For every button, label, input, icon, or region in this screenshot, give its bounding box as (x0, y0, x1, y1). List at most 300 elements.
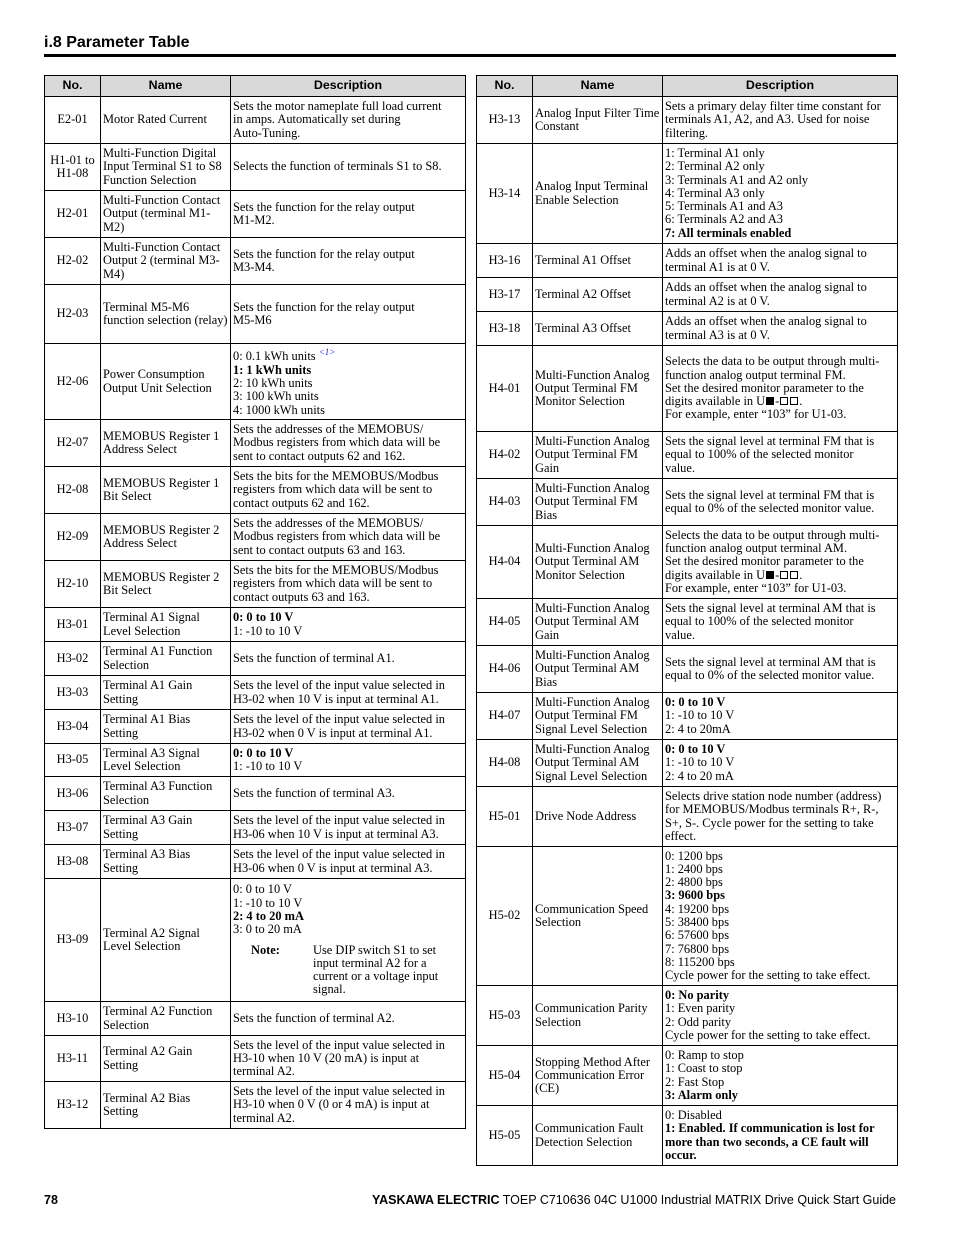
description-line (233, 377, 463, 390)
description-text: value. (665, 460, 695, 475)
parameter-name: Terminal A2 Signal Level Selection (101, 879, 231, 1002)
description-text: M1-M2. (233, 213, 275, 227)
description-line (233, 201, 463, 214)
parameter-description (663, 346, 898, 432)
note-label: Note: (251, 942, 280, 957)
table-row (477, 244, 898, 278)
description-line (665, 790, 895, 803)
description-line (233, 679, 463, 692)
description-text: 7: All terminals enabled (665, 225, 792, 240)
parameter-name: Power Consumption Output Unit Selection (101, 344, 231, 420)
description-line (233, 1012, 463, 1025)
header-row (45, 76, 466, 97)
table-row (45, 344, 466, 420)
description-text: 6: 57600 bps (665, 928, 730, 943)
description-line (233, 727, 463, 740)
description-text: Sets the function for the relay output (233, 246, 415, 261)
description-line (233, 652, 463, 665)
table-row (45, 1002, 466, 1036)
description-line (665, 435, 895, 448)
description-line (665, 889, 895, 902)
description-text: sent to contact outputs 63 and 163. (233, 542, 406, 557)
description-text: Sets the signal level at terminal FM that is (665, 487, 875, 502)
parameter-name: MEMOBUS Register 2 Bit Select (101, 561, 231, 608)
description-line (665, 602, 895, 615)
table-row (477, 278, 898, 312)
description-text: 2: 10 kWh units (233, 375, 313, 390)
table-row (477, 599, 898, 646)
description-line (233, 883, 463, 896)
description-text: Sets the level of the input value selected in (233, 712, 445, 727)
description-line (665, 629, 895, 642)
parameter-description (231, 514, 466, 561)
description-line (665, 395, 895, 408)
description-line (665, 863, 895, 876)
description-text: Selects drive station node number (address) (665, 788, 882, 803)
description-line (233, 760, 463, 773)
description-line (665, 903, 895, 916)
parameter-name: Terminal A1 Offset (533, 244, 663, 278)
parameter-number: H3-08 (45, 845, 101, 879)
table-row (45, 561, 466, 608)
description-line (233, 214, 463, 227)
table-row (45, 811, 466, 845)
parameter-number: H4-01 (477, 346, 533, 432)
description-line (665, 147, 895, 160)
description-text: 0: 0.1 kWh units (233, 349, 316, 364)
description-line (665, 329, 895, 342)
table-row (45, 514, 466, 561)
table-row (45, 845, 466, 879)
description-text: terminal A1 is at 0 V. (665, 259, 770, 274)
monitor-digit-boxes-icon: - . (765, 394, 802, 408)
parameter-number: H2-08 (45, 467, 101, 514)
description-text: 0: No parity (665, 987, 730, 1002)
parameter-name: Communication Fault Detection Selection (533, 1106, 663, 1166)
parameter-name: Terminal A1 Bias Setting (101, 710, 231, 744)
description-text: Adds an offset when the analog signal to (665, 246, 867, 261)
description-text: terminal A2 is at 0 V. (665, 293, 770, 308)
table-row (45, 1082, 466, 1129)
description-text: 1: 1 kWh units (233, 362, 312, 377)
description-text: in amps. Automatically set during (233, 112, 401, 127)
description-text: function analog output terminal AM. (665, 541, 848, 556)
description-line (233, 1065, 463, 1078)
parameter-number: H3-09 (45, 879, 101, 1002)
description-line (233, 517, 463, 530)
table-row (45, 420, 466, 467)
description-line (233, 530, 463, 543)
description-line (665, 1002, 895, 1015)
description-text: M5-M6 (233, 313, 272, 327)
parameter-name: Multi-Function Analog Output Terminal FM Signal Level Selection (533, 693, 663, 740)
description-text: 1: -10 to 10 V (233, 895, 303, 910)
description-text: 2: 4 to 20 mA (665, 768, 734, 783)
parameter-description (663, 278, 898, 312)
parameter-number: H5-01 (477, 787, 533, 847)
parameter-name: Drive Node Address (533, 787, 663, 847)
parameter-description (663, 646, 898, 693)
parameter-description (231, 561, 466, 608)
description-line (233, 436, 463, 449)
description-line (665, 669, 895, 682)
table-row (477, 986, 898, 1046)
parameter-description (663, 97, 898, 144)
table-row (477, 346, 898, 432)
description-text: Sets the function of terminal A3. (233, 785, 395, 800)
table-row (477, 144, 898, 244)
parameter-description (663, 432, 898, 479)
description-text: Sets the function of terminal A1. (233, 650, 395, 665)
description-text: 2: Odd parity (665, 1014, 732, 1029)
description-line (665, 1149, 895, 1162)
parameter-number: H2-03 (45, 285, 101, 344)
parameter-description (231, 1036, 466, 1082)
table-row (45, 97, 466, 144)
description-line (665, 969, 895, 982)
description-text: 5: 38400 bps (665, 915, 730, 929)
parameter-description (231, 344, 466, 420)
description-text: 4: Terminal A3 only (665, 185, 765, 200)
table-row (477, 1046, 898, 1106)
description-line (665, 160, 895, 173)
description-text: Cycle power for the setting to take effect. (665, 968, 871, 983)
table-row (477, 787, 898, 847)
parameter-description (231, 97, 466, 144)
description-line (665, 830, 895, 843)
parameter-name: MEMOBUS Register 1 Bit Select (101, 467, 231, 514)
parameter-number: H3-14 (477, 144, 533, 244)
parameter-name: MEMOBUS Register 2 Address Select (101, 514, 231, 561)
description-text: 3: Terminals A1 and A2 only (665, 172, 809, 187)
description-text: H3-06 when 0 V is input at terminal A3. (233, 860, 433, 875)
parameter-name: Terminal A3 Function Selection (101, 777, 231, 811)
column-header-no: No. (477, 76, 533, 97)
parameter-number: H3-16 (477, 244, 533, 278)
parameter-number: H3-10 (45, 1002, 101, 1036)
description-text: 1: -10 to 10 V (233, 623, 303, 638)
description-line (233, 364, 463, 377)
footnote-reference[interactable]: <1> (318, 347, 336, 358)
description-text: 0: 0 to 10 V (665, 695, 726, 710)
parameter-description (231, 608, 466, 642)
description-line (665, 943, 895, 956)
parameter-name: Multi-Function Analog Output Terminal AM Monitor Selection (533, 526, 663, 599)
description-text: Set the desired monitor parameter to the (665, 554, 864, 569)
description-text: Selects the data to be output through multi- (665, 527, 880, 542)
parameter-description (663, 599, 898, 646)
description-line (665, 555, 895, 568)
table-row (45, 879, 466, 1002)
parameter-name: Terminal M5-M6 function selection (relay) (101, 285, 231, 344)
parameter-number: H4-06 (477, 646, 533, 693)
parameter-description (231, 285, 466, 344)
parameter-description (231, 845, 466, 879)
parameter-name: Multi-Function Analog Output Terminal AM Gain (533, 599, 663, 646)
description-text: 0: 0 to 10 V (233, 610, 294, 625)
description-line (665, 369, 895, 382)
description-text: 5: Terminals A1 and A3 (665, 199, 783, 214)
description-text: 0: Disabled (665, 1107, 722, 1122)
description-text: H3-02 when 10 V is input at terminal A1. (233, 691, 439, 706)
description-line (665, 803, 895, 816)
description-line (665, 227, 895, 240)
description-text: Sets the motor nameplate full load current (233, 99, 442, 114)
parameter-description (231, 811, 466, 845)
parameter-name: Communication Parity Selection (533, 986, 663, 1046)
description-text: Sets the level of the input value selected in (233, 1037, 445, 1052)
description-text: 6: Terminals A2 and A3 (665, 212, 783, 227)
parameter-number: H3-17 (477, 278, 533, 312)
parameter-number: H5-02 (477, 847, 533, 986)
table-row (45, 744, 466, 777)
parameter-description (663, 479, 898, 526)
parameter-description (663, 847, 898, 986)
description-text: 3: 0 to 20 mA (233, 922, 302, 937)
table-row (45, 608, 466, 642)
description-line (233, 747, 463, 760)
description-text: Auto-Tuning. (233, 125, 301, 140)
description-line (665, 261, 895, 274)
description-text: digits available in U (665, 394, 766, 409)
parameter-table-left (44, 75, 466, 1129)
description-line (665, 247, 895, 260)
note-text: Use DIP switch S1 to set input terminal A2 for a current or a voltage input signal. (313, 942, 439, 997)
parameter-table-right (476, 75, 898, 1166)
parameter-number: H5-03 (477, 986, 533, 1046)
description-line (665, 817, 895, 830)
description-line (665, 315, 895, 328)
parameter-description (663, 312, 898, 346)
description-text: 0: Ramp to stop (665, 1047, 744, 1062)
description-line (233, 1052, 463, 1065)
parameter-name: Terminal A3 Signal Level Selection (101, 744, 231, 777)
parameter-number: H3-12 (45, 1082, 101, 1129)
parameter-number: H2-07 (45, 420, 101, 467)
parameter-number: H2-10 (45, 561, 101, 608)
description-text: M3-M4. (233, 260, 275, 274)
parameter-name: MEMOBUS Register 1 Address Select (101, 420, 231, 467)
description-text: Sets the level of the input value selected in (233, 813, 445, 828)
header-row (477, 76, 898, 97)
table-row (45, 710, 466, 744)
parameter-number: H2-01 (45, 191, 101, 238)
parameter-number: H2-02 (45, 238, 101, 285)
table-row (45, 676, 466, 710)
description-line (665, 1089, 895, 1102)
description-text: registers from which data will be sent to (233, 482, 433, 497)
parameter-number: H3-07 (45, 811, 101, 845)
parameter-description (231, 467, 466, 514)
table-row (477, 97, 898, 144)
description-line (665, 100, 895, 113)
description-line (233, 577, 463, 590)
parameter-description (231, 144, 466, 191)
description-line (233, 814, 463, 827)
description-line (665, 355, 895, 368)
description-text: Sets the signal level at terminal FM that is (665, 434, 875, 449)
parameter-number: H3-06 (45, 777, 101, 811)
page-footer (44, 1193, 896, 1211)
description-text: value. (665, 627, 695, 642)
description-line (665, 489, 895, 502)
table-body-left (45, 97, 466, 1129)
table-row (477, 693, 898, 740)
description-text: 1: Terminal A1 only (665, 145, 765, 160)
column-header-description: Description (663, 76, 898, 97)
description-line (665, 696, 895, 709)
description-line (665, 1076, 895, 1089)
monitor-digit-boxes-icon: - . (765, 568, 802, 582)
description-line (665, 569, 895, 582)
column-header-description: Description (231, 76, 466, 97)
description-line (665, 656, 895, 669)
description-text: Modbus registers from which data will be (233, 529, 441, 544)
parameter-name: Multi-Function Analog Output Terminal AM Signal Level Selection (533, 740, 663, 787)
parameter-description (231, 1082, 466, 1129)
page-number: 78 (44, 1193, 58, 1207)
description-line (233, 483, 463, 496)
description-line (233, 346, 463, 363)
description-line (665, 989, 895, 1002)
parameter-name: Multi-Function Analog Output Terminal AM Bias (533, 646, 663, 693)
description-text: Sets the addresses of the MEMOBUS/ (233, 422, 424, 437)
description-line (665, 281, 895, 294)
parameter-name: Terminal A1 Function Selection (101, 642, 231, 676)
description-line (665, 756, 895, 769)
description-line (233, 127, 463, 140)
description-line (233, 897, 463, 910)
description-line (665, 1136, 895, 1149)
footer-document-title (372, 1193, 896, 1207)
parameter-description (663, 693, 898, 740)
description-text: 1: Even parity (665, 1001, 736, 1016)
column-header-no: No. (45, 76, 101, 97)
description-line (233, 910, 463, 923)
description-text: for MEMOBUS/Modbus terminals R+, R-, (665, 802, 879, 817)
description-text: Sets the bits for the MEMOBUS/Modbus (233, 563, 439, 578)
parameter-name: Terminal A3 Offset (533, 312, 663, 346)
column-header-name: Name (533, 76, 663, 97)
description-text: equal to 100% of the selected monitor (665, 614, 854, 629)
footer-doc-title: TOEP C710636 04C U1000 Industrial MATRIX Drive Quick Start Guide (499, 1193, 896, 1207)
note (233, 937, 463, 997)
description-text: H3-10 when 0 V (0 or 4 mA) is input at (233, 1097, 430, 1112)
parameter-description (231, 238, 466, 285)
description-line (233, 100, 463, 113)
description-line (665, 850, 895, 863)
parameter-description (663, 1046, 898, 1106)
description-text: 4: 1000 kWh units (233, 402, 325, 417)
description-line (233, 390, 463, 403)
description-text: Sets the level of the input value selected in (233, 678, 445, 693)
description-line (665, 542, 895, 555)
description-line (665, 956, 895, 969)
parameter-name: Terminal A1 Signal Level Selection (101, 608, 231, 642)
description-text: sent to contact outputs 62 and 162. (233, 448, 406, 463)
description-line (233, 160, 463, 173)
description-line (233, 611, 463, 624)
description-line (233, 261, 463, 274)
parameter-description (231, 879, 466, 1002)
table-row (477, 847, 898, 986)
description-text: filtering. (665, 125, 709, 140)
table-row (45, 238, 466, 285)
description-text: 0: 0 to 10 V (665, 742, 726, 757)
description-line (233, 625, 463, 638)
description-line (665, 213, 895, 226)
description-text: Sets a primary delay filter time constant for (665, 99, 881, 114)
description-line (233, 544, 463, 557)
description-line (665, 1029, 895, 1042)
description-line (233, 404, 463, 417)
parameter-description (663, 144, 898, 244)
description-line (665, 1016, 895, 1029)
description-text: For example, enter “103” for U1-03. (665, 407, 847, 422)
description-text: Cycle power for the setting to take effect. (665, 1027, 871, 1042)
parameter-number: H3-11 (45, 1036, 101, 1082)
description-line (665, 200, 895, 213)
description-text: 2: Fast Stop (665, 1074, 725, 1089)
description-line (665, 615, 895, 628)
parameter-number: H4-08 (477, 740, 533, 787)
parameter-description (663, 244, 898, 278)
parameter-name: Multi-Function Contact Output 2 (terminal M3-M4) (101, 238, 231, 285)
table-row (45, 285, 466, 344)
description-text: Modbus registers from which data will be (233, 435, 441, 450)
description-text: Sets the signal level at terminal AM that is (665, 654, 876, 669)
parameter-name: Multi-Function Contact Output (terminal M1-M2) (101, 191, 231, 238)
description-text: equal to 0% of the selected monitor value. (665, 668, 875, 682)
table-row (45, 777, 466, 811)
description-text: terminals A1, A2, and A3. Used for noise (665, 112, 870, 127)
page-header (44, 33, 896, 57)
parameter-name: Analog Input Filter Time Constant (533, 97, 663, 144)
parameter-name: Terminal A2 Offset (533, 278, 663, 312)
description-text: Set the desired monitor parameter to the (665, 380, 864, 395)
description-text: 7: 76800 bps (665, 941, 730, 956)
description-text: 2: 4 to 20mA (665, 721, 731, 736)
description-text: 0: 0 to 10 V (233, 745, 294, 760)
parameter-name: Terminal A3 Bias Setting (101, 845, 231, 879)
description-text: 2: 4 to 20 mA (233, 908, 304, 923)
description-text: H3-02 when 0 V is input at terminal A1. (233, 725, 433, 740)
description-text: Sets the signal level at terminal AM that is (665, 601, 876, 616)
section-title: i.8 Parameter Table (44, 34, 190, 51)
description-text: 1: -10 to 10 V (233, 759, 303, 773)
parameter-number: H5-05 (477, 1106, 533, 1166)
description-line (665, 743, 895, 756)
parameter-description (231, 710, 466, 744)
description-line (665, 462, 895, 475)
description-text: S+, S-. Cycle power for the setting to take (665, 815, 874, 830)
parameter-number: H1-01 to H1-08 (45, 144, 101, 191)
description-text: 3: 9600 bps (665, 888, 725, 903)
parameter-number: H4-02 (477, 432, 533, 479)
table-row (45, 1036, 466, 1082)
parameter-name: Terminal A2 Gain Setting (101, 1036, 231, 1082)
description-line (665, 174, 895, 187)
parameter-number: H2-06 (45, 344, 101, 420)
table-row (477, 740, 898, 787)
description-line (665, 113, 895, 126)
description-text: Sets the addresses of the MEMOBUS/ (233, 516, 424, 531)
description-text: Sets the bits for the MEMOBUS/Modbus (233, 469, 439, 484)
parameter-description (231, 642, 466, 676)
description-text: registers from which data will be sent to (233, 576, 433, 591)
description-text: 3: Alarm only (665, 1087, 738, 1102)
description-line (233, 862, 463, 875)
